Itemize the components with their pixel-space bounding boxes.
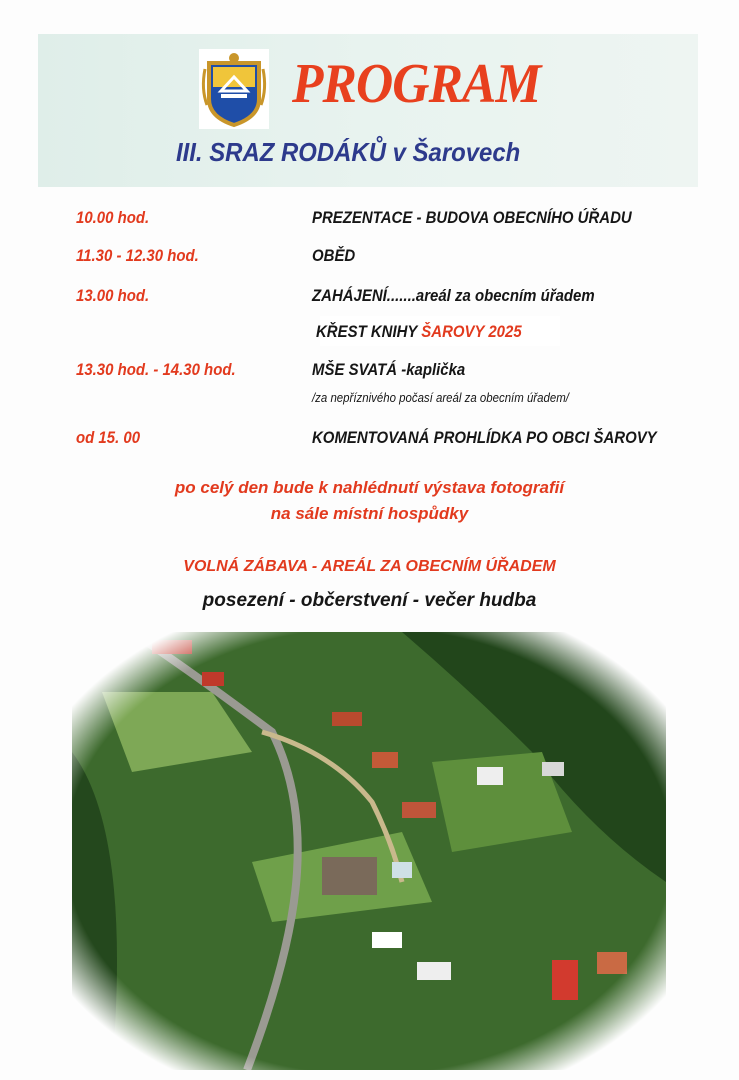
info-line: na sále místní hospůdky	[270, 504, 469, 523]
info-line: posezení - občerstvení - večer hudba	[202, 590, 537, 611]
info-line: po celý den bude k nahlédnutí výstava fotografií	[174, 478, 565, 497]
page-subtitle: III. SRAZ RODÁKŮ v Šarovech	[176, 137, 521, 167]
coat-of-arms-icon	[199, 49, 269, 129]
schedule-time: 10.00 hod.	[76, 208, 150, 227]
schedule-time: 11.30 - 12.30 hod.	[76, 246, 199, 265]
schedule-event-book	[316, 322, 522, 342]
schedule-note: /za nepříznivého počasí areál za obecním úřadem/	[312, 390, 569, 405]
aerial-village-photo	[72, 632, 666, 1070]
schedule-event: MŠE SVATÁ -kaplička	[312, 360, 466, 379]
page-title: PROGRAM	[292, 53, 541, 115]
schedule-event: ZAHÁJENÍ.......areál za obecním úřadem	[312, 286, 595, 305]
schedule-event: KOMENTOVANÁ PROHLÍDKA PO OBCI ŠAROVY	[312, 428, 657, 447]
info-line: VOLNÁ ZÁBAVA - AREÁL ZA OBECNÍM ÚŘADEM	[183, 558, 556, 575]
schedule-time: 13.30 hod. - 14.30 hod.	[76, 360, 236, 379]
schedule-time: 13.00 hod.	[76, 286, 150, 305]
schedule-event: PREZENTACE - BUDOVA OBECNÍHO ÚŘADU	[312, 208, 632, 227]
book-title: ŠAROVY 2025	[421, 322, 522, 341]
schedule-event: OBĚD	[312, 246, 356, 265]
book-launch-label: KŘEST KNIHY	[316, 322, 422, 341]
schedule-time: od 15. 00	[76, 428, 141, 447]
